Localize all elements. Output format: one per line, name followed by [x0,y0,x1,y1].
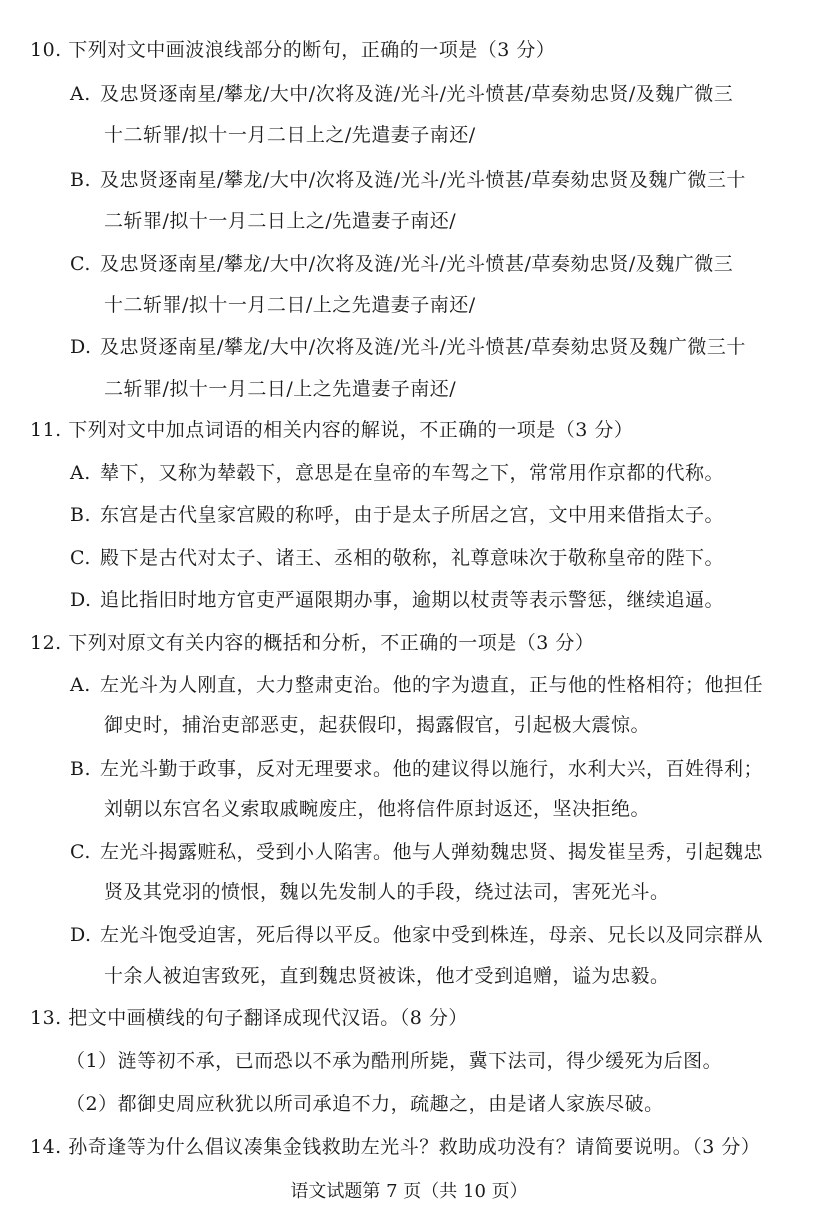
option-text: 左光斗勤于政事，反对无理要求。他的建议得以施行，水利大兴，百姓得利； [100,758,764,780]
option-text: 十余人被迫害致死，直到魏忠贤被诛，他才受到追赠，谥为忠毅。 [104,965,670,987]
question-stem-text: 孙奇逢等为什么倡议凑集金钱救助左光斗？救助成功没有？请简要说明。（3 分） [68,1136,761,1158]
question-12-stem [30,631,594,655]
q12-option-a-line-2 [104,713,650,737]
q11-option-d [70,588,724,612]
question-number: 12. [30,632,62,654]
q10-option-c-line-1 [70,252,733,276]
part-text: （2）都御史周应秋犹以所司承追不力，疏趣之，由是诸人家族尽破。 [66,1093,664,1115]
q12-option-c-line-2 [104,880,670,904]
option-text: 左光斗饱受迫害，死后得以平反。他家中受到株连，母亲、兄长以及同宗群从 [100,924,764,946]
option-text: 贤及其党羽的愤恨，魏以先发制人的手段，绕过法司，害死光斗。 [104,881,670,903]
question-14-stem [30,1135,760,1159]
option-label: D. [70,924,92,946]
question-number: 10. [30,39,62,61]
question-number: 14. [30,1136,62,1158]
option-label: D. [70,336,92,358]
option-text: 左光斗为人刚直，大力整肃吏治。他的字为遗直，正与他的性格相符；他担任 [100,674,764,696]
option-label: C. [70,841,91,863]
page-footer: 语文试题第 7 页（共 10 页） [290,1181,528,1202]
q12-option-a-line-1 [70,673,763,697]
option-text: 及忠贤逐南星/攀龙/大中/次将及涟/光斗/光斗愤甚/草奏劾忠贤及魏广微三十 [100,169,746,191]
q10-option-b-line-1 [70,168,746,192]
option-text: 左光斗揭露赃私，受到小人陷害。他与人弹劾魏忠贤、揭发崔呈秀，引起魏忠 [100,841,764,863]
option-label: A. [70,83,91,105]
option-label: C. [70,547,91,569]
option-text: 十二斩罪/拟十一月二日上之/先遣妻子南还/ [104,124,476,146]
q13-part-2 [66,1092,664,1116]
option-text: 刘朝以东宫名义索取戚畹废庄，他将信件原封返还，坚决拒绝。 [104,798,651,820]
q10-option-d-line-2 [104,377,456,401]
option-text: 十二斩罪/拟十一月二日/上之先遣妻子南还/ [104,294,476,316]
question-10-stem [30,38,555,62]
option-label: C. [70,253,91,275]
option-text: 殿下是古代对太子、诸王、丞相的敬称，礼尊意味次于敬称皇帝的陛下。 [100,547,725,569]
part-text: （1）涟等初不承，已而恐以不承为酷刑所毙，冀下法司，得少缓死为后图。 [66,1050,723,1072]
q12-option-d-line-2 [104,964,670,988]
q11-option-b [70,503,724,527]
q10-option-a-line-2 [104,123,476,147]
option-label: A. [70,674,91,696]
q11-option-a [70,461,724,485]
question-11-stem [30,418,633,442]
option-text: 及忠贤逐南星/攀龙/大中/次将及涟/光斗/光斗愤甚/草奏劾忠贤/及魏广微三 [100,83,734,105]
question-13-stem [30,1006,468,1030]
question-stem-text: 把文中画横线的句子翻译成现代汉语。（8 分） [68,1007,468,1029]
q10-option-c-line-2 [104,293,476,317]
q11-option-c [70,546,724,570]
question-stem-text: 下列对文中画波浪线部分的断句，正确的一项是（3 分） [68,39,556,61]
question-stem-text: 下列对原文有关内容的概括和分析，不正确的一项是（3 分） [68,632,595,654]
q10-option-b-line-2 [104,209,456,233]
question-number: 13. [30,1007,62,1029]
q12-option-b-line-2 [104,797,650,821]
q13-part-1 [66,1049,722,1073]
option-text: 及忠贤逐南星/攀龙/大中/次将及涟/光斗/光斗愤甚/草奏劾忠贤/及魏广微三 [100,253,734,275]
option-label: B. [70,169,92,191]
q12-option-c-line-1 [70,840,763,864]
q10-option-a-line-1 [70,82,733,106]
option-text: 辇下，又称为辇毂下，意思是在皇帝的车驾之下，常常用作京都的代称。 [100,462,725,484]
option-label: B. [70,758,92,780]
option-text: 二斩罪/拟十一月二日上之/先遣妻子南还/ [104,210,457,232]
option-label: D. [70,589,92,611]
question-number: 11. [30,419,62,441]
q12-option-d-line-1 [70,923,763,947]
option-text: 御史时，捕治吏部恶吏，起获假印，揭露假官，引起极大震惊。 [104,714,651,736]
option-text: 追比指旧时地方官吏严逼限期办事，逾期以杖责等表示警惩，继续追逼。 [100,589,725,611]
q12-option-b-line-1 [70,757,763,781]
q10-option-d-line-1 [70,335,746,359]
option-text: 东宫是古代皇家宫殿的称呼，由于是太子所居之宫，文中用来借指太子。 [100,504,725,526]
option-label: B. [70,504,92,526]
option-text: 二斩罪/拟十一月二日/上之先遣妻子南还/ [104,378,457,400]
question-stem-text: 下列对文中加点词语的相关内容的解说，不正确的一项是（3 分） [68,419,634,441]
option-label: A. [70,462,91,484]
option-text: 及忠贤逐南星/攀龙/大中/次将及涟/光斗/光斗愤甚/草奏劾忠贤及魏广微三十 [100,336,746,358]
